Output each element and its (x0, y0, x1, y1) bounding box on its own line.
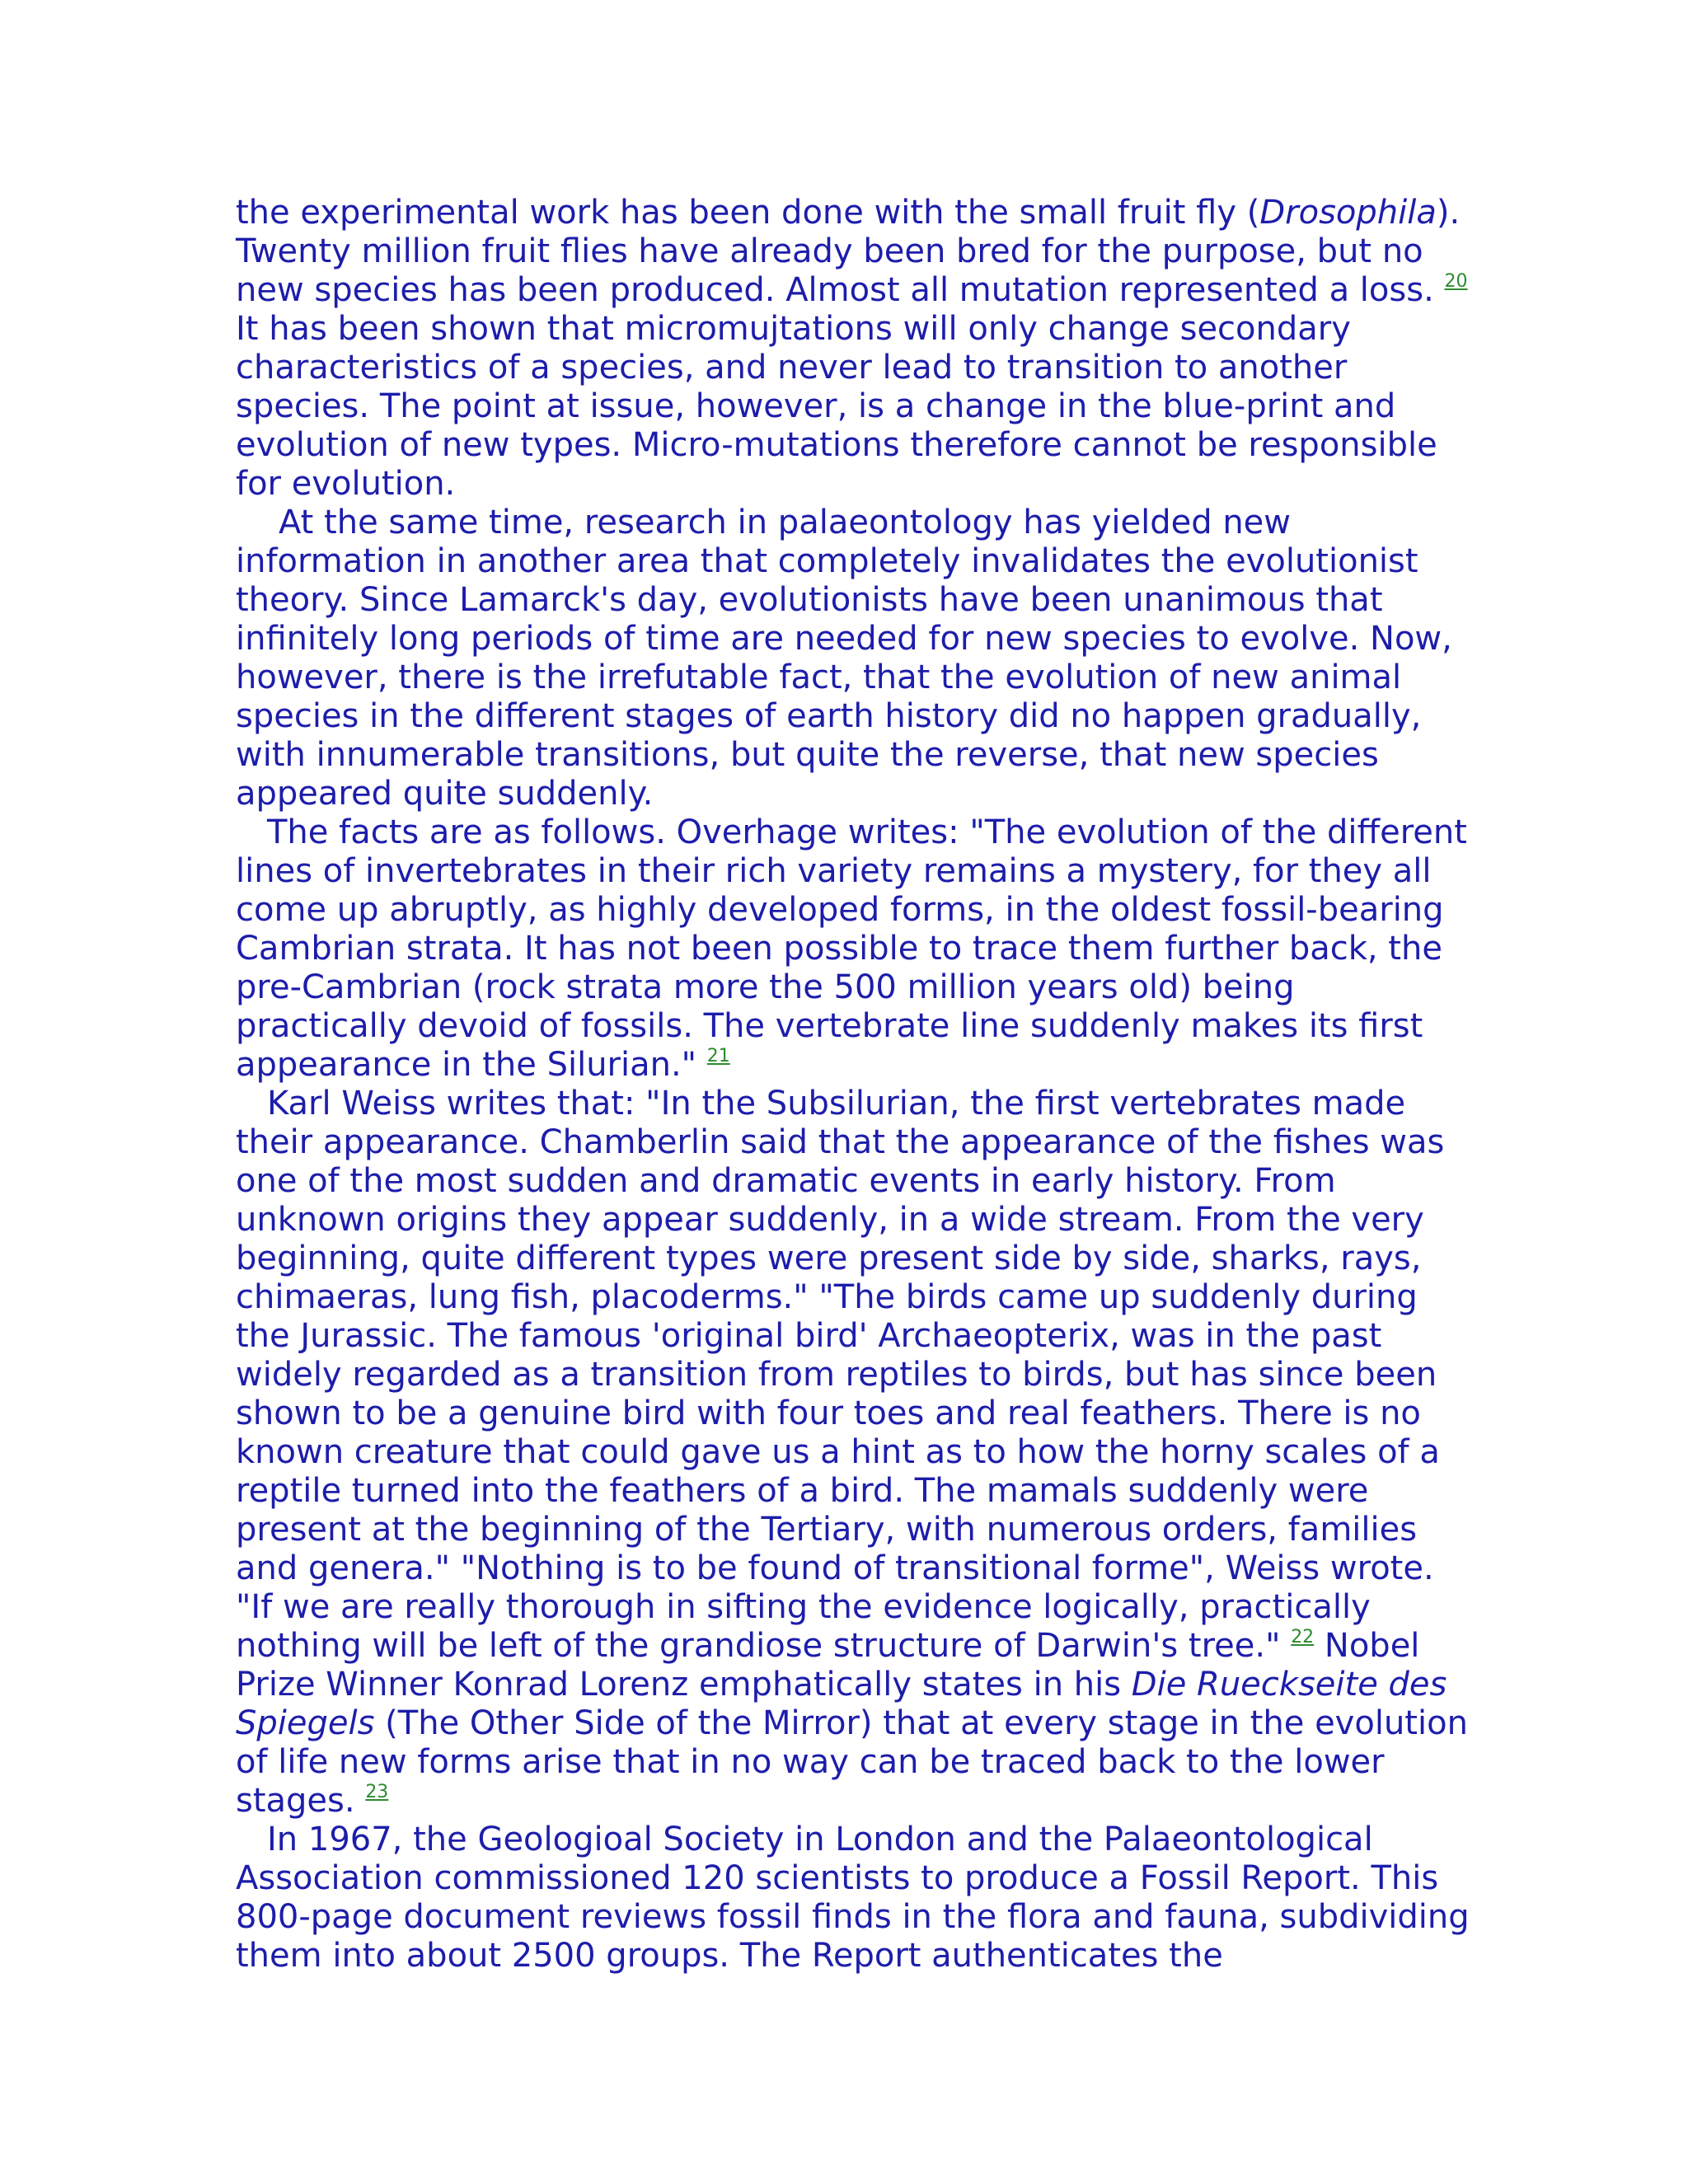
paragraph (236, 504, 1472, 813)
footnote-link[interactable]: 23 (365, 1782, 389, 1802)
paragraph-text: It has been shown that micromujtations will only change secondary characteristics of a species, and never lead to transition to another species. The point at issue, however, is a change in the blue-print and evolution of new types. Micro-mutations therefore cannot be responsible for evolution. (236, 310, 1437, 503)
footnote-link[interactable]: 21 (706, 1046, 730, 1066)
paragraph (236, 813, 1472, 1085)
document-page (236, 194, 1472, 1975)
paragraph-text: (The Other Side of the Mirror) that at every stage in the evolution of life new forms arise that in no way can be traced back to the lower stages. (236, 1704, 1468, 1820)
footnote-link[interactable]: 20 (1444, 271, 1468, 292)
paragraph (236, 1085, 1472, 1821)
paragraph-text: At the same time, research in palaeontology has yielded new information in another area that completely invalidates the evolutionist theory. Since Lamarck's day, evolutionists have been unanimous that infinitely long periods of time are needed for new species to evolve. Now, however, there is the irrefutable fact, that the evolution of new animal species in the different stages of earth history did no happen gradually, with innumerable transitions, but quite the reverse, that new species appeared quite suddenly. (236, 504, 1452, 813)
paragraph-text: the experimental work has been done with the small fruit fly ( (236, 194, 1260, 232)
italic-text: Drosophila (1259, 194, 1437, 232)
paragraph-text: Nobel Prize Winner Konrad Lorenz emphatically states in his (236, 1627, 1420, 1704)
paragraph-text: In 1967, the Geologioal Society in London and the Palaeontological Association commissioned 120 scientists to produce a Fossil Report. This 800-page document reviews fossil finds in the flora and fauna, subdividing them into about 2500 groups. The Report authenticates the (236, 1821, 1470, 1975)
paragraph-text: ). Twenty million fruit flies have already been bred for the purpose, but no new species has been produced. Almost all mutation represented a loss. (236, 194, 1461, 309)
paragraph-text: Karl Weiss writes that: "In the Subsilurian, the first vertebrates made their appearance. Chamberlin said that the appearance of the fishes was one of the most sudden and dramatic events in early history. From unknown origins they appear suddenly, in a wide stream. From the very beginning, quite different types were present side by side, sharks, rays, chimaeras, lung fish, placoderms." "The birds came up suddenly during the Jurassic. The famous 'original bird' Archaeopterix, was in the past widely regarded as a transition from reptiles to birds, but has since been shown to be a genuine bird with four toes and real feathers. There is no known creature that could gave us a hint as to how the horny scales of a reptile turned into the feathers of a bird. The mamals suddenly were present at the beginning of the Tertiary, with numerous orders, families and genera." "Nothing is to be found of transitional forme", Weiss wrote. "If we are really thorough in sifting the evidence logically, practically nothing will be left of the grandiose structure of Darwin's tree." (236, 1085, 1445, 1665)
paragraph (236, 194, 1472, 504)
paragraph-text: The facts are as follows. Overhage writes: "The evolution of the different lines of invertebrates in their rich variety remains a mystery, for they all come up abruptly, as highly developed forms, in the oldest fossil-bearing Cambrian strata. It has not been possible to trace them further back, the pre-Cambrian (rock strata more the 500 million years old) being practically devoid of fossils. The vertebrate line suddenly makes its first appearance in the Silurian." (236, 813, 1467, 1084)
paragraph (236, 1821, 1472, 1975)
footnote-link[interactable]: 22 (1291, 1627, 1315, 1647)
italic-text: Die Rueckseite des Spiegels (236, 1666, 1447, 1742)
